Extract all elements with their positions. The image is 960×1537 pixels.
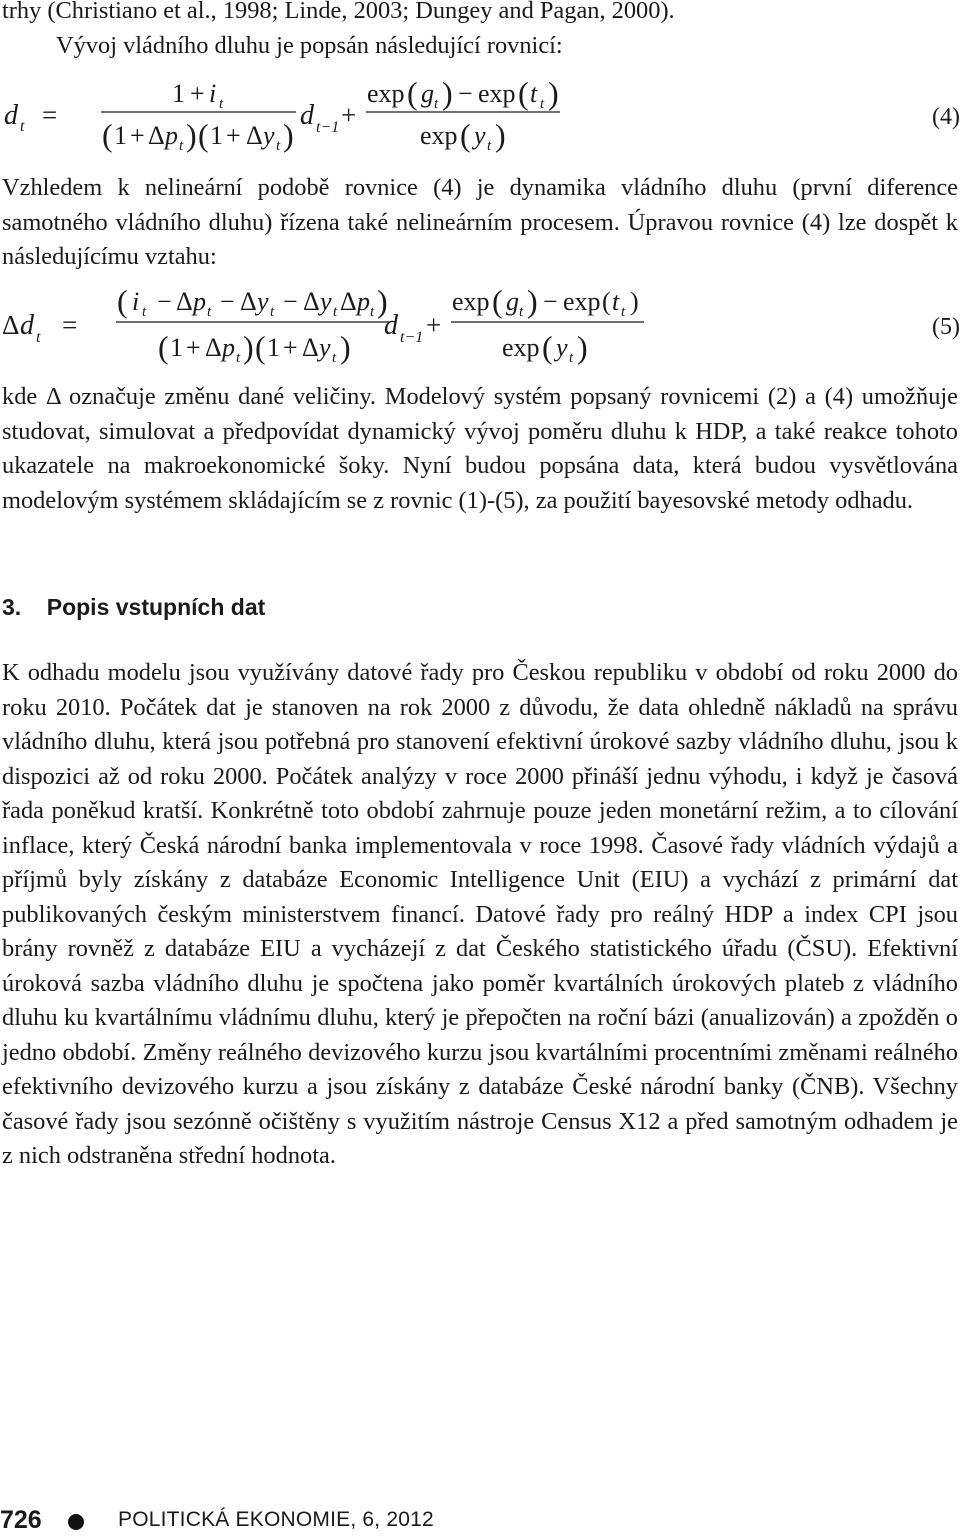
section-heading: 3. Popis vstupních dat: [2, 594, 266, 620]
eq4-den1-p-sub: t: [179, 138, 184, 154]
eq4-num1-sub: t: [219, 96, 224, 112]
eq5-num1-y2-sub: t: [333, 304, 338, 320]
eq5-num2-t: t: [612, 287, 620, 316]
eq4-den1-one: 1: [114, 121, 127, 150]
eq4-num2-rparen2: ): [548, 75, 559, 111]
page-footer: [0, 1506, 960, 1536]
eq5-num1-p2: p: [357, 287, 370, 316]
eq5-den2-exp: exp: [502, 333, 540, 362]
eq5-den1-y: y: [319, 333, 331, 362]
eq5-den1-rparen: ): [243, 329, 254, 365]
eq5-plus: +: [426, 310, 442, 340]
eq5-lhs-delta: Δ: [2, 310, 20, 340]
eq4-d-prev-sub: t−1: [316, 119, 340, 136]
eq5-num2-minus: −: [543, 287, 558, 316]
eq5-num1-p2-sub: t: [370, 304, 375, 320]
eq4-den2-y-sub: t: [487, 138, 492, 154]
equation-5-formula: [0, 282, 960, 374]
eq4-lhs-sub: t: [20, 118, 25, 135]
eq4-den1-p: p: [165, 121, 178, 150]
eq5-num2-lparen2: (: [602, 287, 611, 316]
eq5-den1-p-sub: t: [236, 350, 241, 366]
eq5-num1-i: i: [132, 287, 140, 316]
eq5-lhs-d: d: [20, 310, 34, 341]
eq4-den2-y: y: [474, 121, 486, 150]
eq4-den1-lparen-outer: (: [102, 117, 113, 153]
eq4-num1-plus: +: [190, 79, 205, 108]
eq5-num1-y-sub: t: [270, 304, 275, 320]
eq4-den1-one2: 1: [210, 121, 223, 150]
intro-line-2: Vývoj vládního dluhu je popsán následující rovnicí:: [56, 32, 563, 59]
eq5-num1-y: y: [257, 287, 269, 316]
eq4-num2-g: g: [421, 79, 434, 108]
eq4-den1-rparen: ): [186, 117, 197, 153]
intro-line-1: trhy (Christiano et al., 1998; Linde, 2003; Dungey and Pagan, 2000).: [2, 0, 675, 24]
eq5-num2-g: g: [506, 287, 519, 316]
eq4-den1-y: y: [263, 121, 275, 150]
eq4-den1-lparen2: (: [198, 117, 209, 153]
eq5-den1-y-sub: t: [332, 350, 337, 366]
eq4-d-prev: d: [300, 100, 314, 131]
journal-name: POLITICKÁ EKONOMIE, 6, 2012: [118, 1508, 434, 1531]
eq5-num2-exp1: exp: [452, 287, 490, 316]
eq4-num2-minus: −: [458, 79, 473, 108]
eq4-den1-plus: +: [130, 121, 145, 150]
eq4-den1-rparen2: ): [283, 117, 294, 153]
eq4-equals: =: [42, 100, 58, 130]
eq5-num2-t-sub: t: [621, 304, 626, 320]
eq5-num2-rparen2: ): [630, 287, 639, 316]
eq4-den1-plus2: +: [226, 121, 241, 150]
equation-5: [0, 282, 960, 374]
eq5-den2-lparen: (: [542, 329, 553, 365]
eq4-num2-g-sub: t: [434, 96, 439, 112]
eq4-num2-lparen1: (: [407, 75, 418, 111]
eq4-den2-rparen: ): [495, 117, 506, 153]
eq5-num1-minus3: −: [283, 287, 298, 316]
equation-4-number: (4): [932, 104, 960, 130]
equation-4-formula: [0, 74, 960, 158]
eq4-num2-t: t: [530, 79, 538, 108]
eq4-num2-exp1: exp: [367, 79, 405, 108]
eq5-den2-y-sub: t: [569, 350, 574, 366]
eq5-den1-lparen2: (: [255, 329, 266, 365]
eq5-num1-i-sub: t: [142, 304, 147, 320]
eq5-num2-lparen1: (: [492, 283, 503, 319]
eq5-den1-one2: 1: [267, 333, 280, 362]
eq4-den1-y-sub: t: [276, 138, 281, 154]
paragraph-3: K odhadu modelu jsou využívány datové řady pro Českou republiku v období od roku 2000 do roku 2010. Počátek dat je stanoven na rok 2000 z důvodu, že data ohledně nákladů na správu vládního dluhu, která jsou potřebná pro stanovení efektivní úrokové sazby vládního dluhu, jsou k dispozici až od roku 2000. Počátek analýzy v roce 2000 přináší jednu výhodu, i když je časová řada poněkud kratší. Konkrétně toto období zahrnuje pouze jeden monetární režim, a to cílování inflace, který Česká národní banka implementovala v roce 1998. Časové řady vládních výdajů a příjmů byly získány z databáze Economic Intelligence Unit (EIU) a vychází z primární dat publikovaných českým ministerstvem financí. Datové řady pro reálný HDP a index CPI jsou brány rovněž z databáze EIU a vycházejí z dat Českého statistického úřadu (ČSU). Efektivní úroková sazba vládního dluhu je spočtena jako poměr kvartálních úrokových plateb z vládního dluhu ku kvartálnímu vládnímu dluhu, který je přepočten na roční bázi (anualizován) a zpožděn o jedno období. Změny reálného devizového kurzu jsou kvartálními procentními změnami reálného efektivního devizového kurzu a jsou získány z databáze České národní banky (ČNB). Všechny časové řady jsou sezónně očištěny s využitím nástroje Census X12 a před samotným odhadem je z nich odstraněna střední hodnota.: [2, 659, 958, 1169]
paragraph-1: Vzhledem k nelineární podobě rovnice (4) je dynamika vládního dluhu (první diference samotného vládního dluhu) řízena také nelineárním procesem. Úpravou rovnice (4) lze dospět k následujícímu vztahu:: [2, 174, 958, 270]
eq5-den2-rparen: ): [577, 329, 588, 365]
eq5-num1-p: p: [193, 287, 206, 316]
eq5-num1-delta3: Δ: [303, 287, 320, 316]
eq4-plus: +: [341, 100, 357, 130]
eq5-num1-delta2: Δ: [240, 287, 257, 316]
eq4-num1-i: i: [209, 79, 217, 108]
eq5-num1-rparen: ): [377, 283, 388, 319]
eq4-den1-delta: Δ: [148, 121, 165, 150]
eq4-den2-lparen: (: [460, 117, 471, 153]
eq5-num1-lparen: (: [117, 283, 128, 319]
eq5-num1-delta1: Δ: [176, 287, 193, 316]
eq5-num2-rparen1: ): [527, 283, 538, 319]
eq5-num1-p-sub: t: [207, 304, 212, 320]
eq5-den1-rparen2: ): [340, 329, 351, 365]
eq5-den1-delta2: Δ: [302, 333, 319, 362]
eq5-den1-p: p: [222, 333, 235, 362]
eq5-num1-minus1: −: [157, 287, 172, 316]
eq4-num1-one: 1: [172, 79, 185, 108]
page-number: 726: [0, 1506, 42, 1534]
eq4-den1-delta2: Δ: [246, 121, 263, 150]
eq5-num2-exp2: exp: [563, 287, 601, 316]
eq5-den2-y: y: [556, 333, 568, 362]
eq5-num1-delta4: Δ: [340, 287, 357, 316]
equation-4: [0, 74, 960, 158]
eq4-num2-exp2: exp: [478, 79, 516, 108]
eq5-equals: =: [62, 310, 78, 340]
eq4-num2-rparen1: ): [442, 75, 453, 111]
eq5-den1-plus2: +: [283, 333, 298, 362]
paragraph-2: kde Δ označuje změnu dané veličiny. Modelový systém popsaný rovnicemi (2) a (4) umožňuje studovat, simulovat a předpovídat dynamický vývoj poměru dluhu k HDP, a také reakce tohoto ukazatele na makroekonomické šoky. Nyní budou popsána data, která budou vysvětlována modelovým systémem skládajícím se z rovnic (1)-(5), za použití bayesovské metody odhadu.: [2, 383, 958, 514]
eq4-lhs-d: d: [4, 100, 18, 131]
eq5-den1-lparen: (: [158, 329, 169, 365]
eq5-lhs-sub: t: [36, 329, 41, 346]
eq5-den1-one: 1: [170, 333, 183, 362]
equation-5-number: (5): [932, 314, 960, 340]
eq4-num2-lparen2: (: [518, 75, 529, 111]
eq5-num2-g-sub: t: [519, 304, 524, 320]
bullet-dot-icon: [68, 1514, 84, 1530]
eq5-den1-delta: Δ: [205, 333, 222, 362]
eq5-num1-minus2: −: [220, 287, 235, 316]
eq4-den2-exp: exp: [420, 121, 458, 150]
eq5-d-prev-sub: t−1: [400, 329, 424, 346]
eq5-den1-plus: +: [186, 333, 201, 362]
eq4-num2-t-sub: t: [540, 96, 545, 112]
eq5-d-prev: d: [384, 310, 398, 341]
eq5-num1-y2: y: [320, 287, 332, 316]
